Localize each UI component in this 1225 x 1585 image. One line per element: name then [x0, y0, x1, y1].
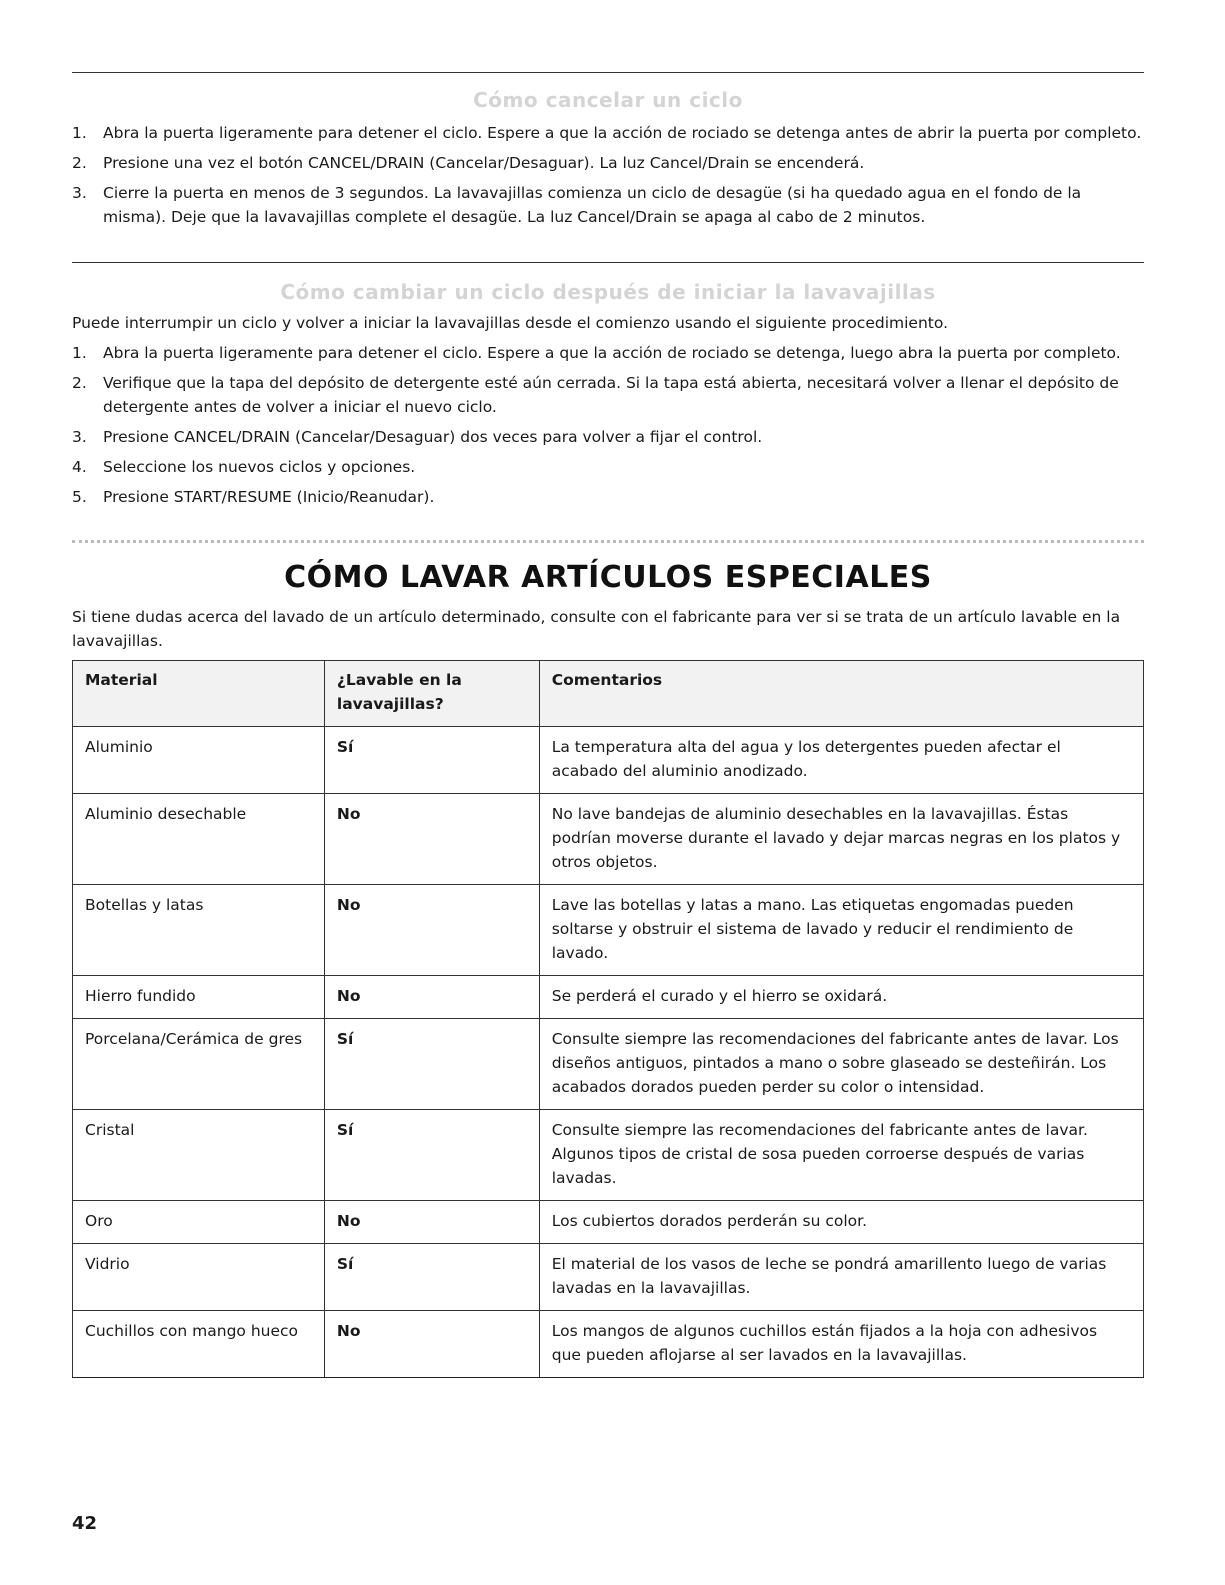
material-cell: Botellas y latas: [73, 885, 325, 976]
comment-cell: La temperatura alta del agua y los detergentes pueden afectar el acabado del aluminio anodizado.: [539, 727, 1143, 794]
table-header-row: [73, 661, 1144, 727]
material-cell: Aluminio: [73, 727, 325, 794]
comment-cell: Se perderá el curado y el hierro se oxidará.: [539, 976, 1143, 1019]
special-items-intro: Si tiene dudas acerca del lavado de un artículo determinado, consulte con el fabricante para ver si se trata de un artículo lavable en la lavavajillas.: [72, 608, 1121, 650]
dishwasher-safe-cell: No: [324, 885, 539, 976]
step-number: 5.: [72, 488, 87, 506]
comment-cell: Consulte siempre las recomendaciones del fabricante antes de lavar. Algunos tipos de cristal de sosa pueden corroerse después de varias lavadas.: [539, 1110, 1143, 1201]
dishwasher-safe-cell: Sí: [324, 727, 539, 794]
dishwasher-safe-cell: Sí: [324, 1019, 539, 1110]
section-rule: [72, 262, 1144, 263]
table-row: [73, 1311, 1144, 1378]
change-cycle-steps: [72, 341, 1144, 515]
step-number: 3.: [72, 428, 87, 446]
table-row: [73, 976, 1144, 1019]
table-row: [73, 1244, 1144, 1311]
step-number: 2.: [72, 154, 87, 172]
comment-cell: El material de los vasos de leche se pondrá amarillento luego de varias lavadas en la lavavajillas.: [539, 1244, 1143, 1311]
step-text: Presione CANCEL/DRAIN (Cancelar/Desaguar) dos veces para volver a fijar el control.: [103, 428, 763, 446]
step-number: 4.: [72, 458, 87, 476]
dishwasher-safe-cell: Sí: [324, 1244, 539, 1311]
step-text: Seleccione los nuevos ciclos y opciones.: [103, 458, 416, 476]
page-number: 42: [72, 1513, 98, 1534]
special-items-table: [72, 660, 1144, 1378]
material-cell: Oro: [73, 1201, 325, 1244]
list-item: [72, 485, 1144, 509]
step-text: Presione START/RESUME (Inicio/Reanudar).: [103, 488, 435, 506]
table-row: [73, 794, 1144, 885]
header-dishwasher-safe: ¿Lavable en la lavavajillas?: [324, 661, 539, 727]
comment-cell: Lave las botellas y latas a mano. Las etiquetas engomadas pueden soltarse y obstruir el sistema de lavado y reducir el rendimiento de lavado.: [539, 885, 1143, 976]
table-row: [73, 885, 1144, 976]
dishwasher-safe-cell: No: [324, 1201, 539, 1244]
dishwasher-safe-cell: Sí: [324, 1110, 539, 1201]
list-item: [72, 341, 1144, 365]
section-title-change-cycle: Cómo cambiar un ciclo después de iniciar la lavavajillas: [280, 280, 936, 304]
header-material: Material: [73, 661, 325, 727]
step-number: 2.: [72, 374, 87, 392]
material-cell: Cristal: [73, 1110, 325, 1201]
list-item: [72, 455, 1144, 479]
section-title-cancel-cycle: Cómo cancelar un ciclo: [473, 88, 743, 112]
comment-cell: Los cubiertos dorados perderán su color.: [539, 1201, 1143, 1244]
table-row: [73, 1110, 1144, 1201]
table-row: [73, 1019, 1144, 1110]
dotted-divider: [72, 540, 1144, 543]
change-cycle-intro: Puede interrumpir un ciclo y volver a iniciar la lavavajillas desde el comienzo usando el siguiente procedimiento.: [72, 314, 948, 332]
dishwasher-safe-cell: No: [324, 976, 539, 1019]
list-item: [72, 151, 1144, 175]
comment-cell: Consulte siempre las recomendaciones del fabricante antes de lavar. Los diseños antiguos, pintados a mano o sobre glaseado se desteñirán. Los acabados dorados pueden perder su color o intensidad.: [539, 1019, 1143, 1110]
material-cell: Cuchillos con mango hueco: [73, 1311, 325, 1378]
step-text: Verifique que la tapa del depósito de detergente esté aún cerrada. Si la tapa está abierta, necesitará volver a llenar el depósito de detergente antes de volver a iniciar el nuevo ciclo.: [103, 374, 1119, 416]
list-item: [72, 181, 1144, 229]
step-text: Abra la puerta ligeramente para detener el ciclo. Espere a que la acción de rociado se detenga, luego abra la puerta por completo.: [103, 344, 1121, 362]
comment-cell: No lave bandejas de aluminio desechables en la lavavajillas. Éstas podrían moverse durante el lavado y dejar marcas negras en los platos y otros objetos.: [539, 794, 1143, 885]
material-cell: Porcelana/Cerámica de gres: [73, 1019, 325, 1110]
material-cell: Hierro fundido: [73, 976, 325, 1019]
header-comments: Comentarios: [539, 661, 1143, 727]
special-items-title: CÓMO LAVAR ARTÍCULOS ESPECIALES: [284, 560, 932, 595]
step-number: 1.: [72, 124, 87, 142]
material-cell: Aluminio desechable: [73, 794, 325, 885]
step-text: Cierre la puerta en menos de 3 segundos. La lavavajillas comienza un ciclo de desagüe (si ha quedado agua en el fondo de la misma). Deje que la lavavajillas complete el desagüe. La luz Cancel/Drain se apaga al cabo de 2 minutos.: [103, 184, 1082, 226]
step-text: Abra la puerta ligeramente para detener el ciclo. Espere a que la acción de rociado se detenga antes de abrir la puerta por completo.: [103, 124, 1142, 142]
comment-cell: Los mangos de algunos cuchillos están fijados a la hoja con adhesivos que pueden aflojarse al ser lavados en la lavavajillas.: [539, 1311, 1143, 1378]
list-item: [72, 371, 1144, 419]
list-item: [72, 425, 1144, 449]
table-row: [73, 727, 1144, 794]
material-cell: Vidrio: [73, 1244, 325, 1311]
dishwasher-safe-cell: No: [324, 1311, 539, 1378]
table-row: [73, 1201, 1144, 1244]
list-item: [72, 121, 1144, 145]
top-rule: [72, 72, 1144, 73]
cancel-cycle-steps: [72, 121, 1144, 235]
step-number: 1.: [72, 344, 87, 362]
step-number: 3.: [72, 184, 87, 202]
step-text: Presione una vez el botón CANCEL/DRAIN (Cancelar/Desaguar). La luz Cancel/Drain se encenderá.: [103, 154, 865, 172]
dishwasher-safe-cell: No: [324, 794, 539, 885]
